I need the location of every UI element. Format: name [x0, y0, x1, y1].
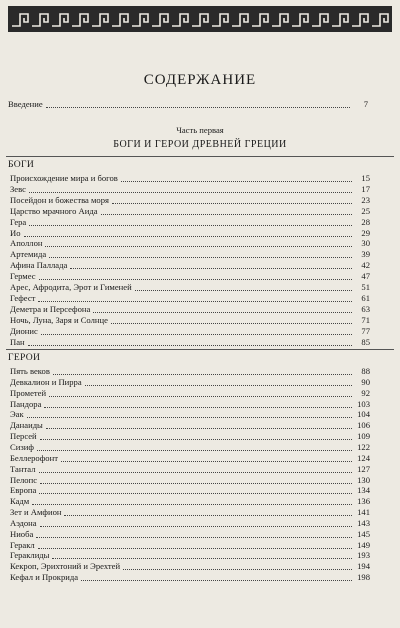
entry-label: Зевс: [10, 183, 26, 194]
toc-entry[interactable]: [10, 206, 370, 217]
toc-entry[interactable]: [10, 550, 370, 561]
entry-page: 122: [357, 441, 370, 452]
toc-entry[interactable]: [10, 561, 370, 572]
dot-leader: [135, 289, 352, 291]
entry-page: 61: [361, 292, 370, 303]
entry-page: 109: [357, 431, 370, 442]
section-heading-heroes: ГЕРОИ: [8, 352, 41, 363]
dot-leader: [44, 406, 352, 408]
dot-leader: [85, 384, 352, 386]
toc-entry[interactable]: [10, 377, 370, 388]
entry-label: Царство мрачного Аида: [10, 205, 98, 216]
dot-leader: [39, 471, 353, 473]
entry-label: Эак: [10, 409, 24, 420]
dot-leader: [61, 460, 352, 462]
dot-leader: [40, 482, 352, 484]
entry-page: 103: [357, 398, 370, 409]
toc-entry[interactable]: [10, 572, 370, 583]
entry-page: 63: [361, 303, 370, 314]
toc-entry[interactable]: [10, 260, 370, 271]
entry-label: Тантал: [10, 463, 36, 474]
entry-label: Девкалион и Пирра: [10, 376, 82, 387]
dot-leader: [29, 224, 352, 226]
toc-entry[interactable]: [10, 464, 370, 475]
toc-entry[interactable]: [10, 540, 370, 551]
dot-leader: [81, 579, 352, 581]
toc-entry[interactable]: [10, 326, 370, 337]
entry-label: Гера: [10, 216, 27, 227]
dot-leader: [40, 438, 352, 440]
entry-label: Ио: [10, 227, 21, 238]
toc-entry[interactable]: [10, 293, 370, 304]
dot-leader: [38, 300, 352, 302]
toc-entry[interactable]: [10, 453, 370, 464]
entry-label: Кекроп, Эрихтоний и Эрехтей: [10, 561, 121, 572]
part-label: Часть первая: [176, 125, 224, 135]
dot-leader: [32, 503, 352, 505]
entry-page: 130: [357, 474, 370, 485]
entry-label: Беллерофонт: [10, 452, 58, 463]
toc-entry[interactable]: [10, 431, 370, 442]
entry-label: Гефест: [10, 292, 36, 303]
entry-label: Кефал и Прокрида: [10, 572, 79, 583]
dot-leader: [46, 427, 352, 429]
toc-entry[interactable]: [10, 518, 370, 529]
entry-label: Введение: [8, 99, 43, 109]
entry-page: 124: [357, 452, 370, 463]
dot-leader: [112, 202, 352, 204]
dot-leader: [53, 373, 352, 375]
toc-entry[interactable]: [10, 173, 370, 184]
toc-entry[interactable]: [10, 442, 370, 453]
dot-leader: [49, 395, 352, 397]
entry-page: 136: [357, 496, 370, 507]
entry-label: Кадм: [10, 496, 30, 507]
entry-page: 104: [357, 409, 370, 420]
entry-label: Аполлон: [10, 238, 43, 249]
dot-leader: [39, 492, 352, 494]
toc-entry[interactable]: [10, 366, 370, 377]
entry-label: Происхождение мира и богов: [10, 173, 118, 183]
entry-page: 198: [357, 572, 370, 583]
entry-page: 106: [357, 420, 370, 431]
entry-page: 85: [361, 336, 370, 347]
toc-entry[interactable]: [10, 496, 370, 507]
entry-label: Пелопс: [10, 474, 38, 485]
entry-label: Гермес: [10, 271, 36, 282]
dot-leader: [101, 213, 352, 215]
entry-page: 29: [361, 227, 370, 238]
entry-page: 25: [361, 205, 370, 216]
toc-entry[interactable]: [10, 304, 370, 315]
dot-leader: [121, 180, 352, 182]
entry-page: 17: [361, 183, 370, 194]
entry-page: 42: [361, 260, 370, 271]
dot-leader: [24, 235, 352, 237]
toc-entry[interactable]: [10, 337, 370, 348]
section-divider: [6, 156, 394, 157]
dot-leader: [123, 568, 352, 570]
entry-label: Посейдон и божества моря: [10, 194, 109, 205]
entry-label: Персей: [10, 431, 37, 442]
entry-label: Аэдона: [10, 517, 37, 528]
toc-entry[interactable]: [10, 485, 370, 496]
entry-page: 194: [357, 561, 370, 572]
dot-leader: [38, 547, 352, 549]
entry-page: 90: [361, 376, 370, 387]
entry-label: Сизиф: [10, 441, 34, 452]
dot-leader: [39, 278, 352, 280]
toc-entry[interactable]: [10, 409, 370, 420]
entry-label: Геракл: [10, 539, 35, 550]
dot-leader: [64, 514, 352, 516]
toc-entry[interactable]: [10, 420, 370, 431]
dot-leader: [29, 191, 352, 193]
dot-leader: [36, 536, 352, 538]
entry-page: 145: [357, 528, 370, 539]
dot-leader: [27, 416, 352, 418]
toc-entry[interactable]: [10, 217, 370, 228]
entry-page: 28: [361, 216, 370, 227]
dot-leader: [45, 245, 352, 247]
greek-key-ornament: [8, 6, 392, 32]
toc-entry[interactable]: [10, 475, 370, 486]
entry-page: 141: [357, 507, 370, 518]
dot-leader: [41, 333, 352, 335]
entry-label: Дионис: [10, 325, 38, 336]
toc-entry[interactable]: [10, 315, 370, 326]
entry-page: 51: [361, 282, 370, 292]
part-title: БОГИ И ГЕРОИ ДРЕВНЕЙ ГРЕЦИИ: [113, 139, 287, 150]
entry-page: 88: [361, 366, 370, 376]
entry-page: 149: [357, 539, 370, 550]
entry-label: Пять веков: [10, 366, 50, 376]
entry-page: 71: [361, 314, 370, 325]
entry-label: Европа: [10, 485, 37, 496]
dot-leader: [46, 106, 350, 108]
dot-leader: [111, 322, 352, 324]
dot-leader: [28, 344, 352, 346]
entry-label: Зет и Амфион: [10, 507, 62, 518]
toc-entry[interactable]: [10, 228, 370, 239]
entry-page: 92: [361, 387, 370, 398]
section-divider: [6, 349, 394, 350]
entry-page: 7: [363, 99, 368, 109]
toc-entry[interactable]: [10, 388, 370, 399]
section-heading-gods: БОГИ: [8, 159, 35, 170]
entry-page: 143: [357, 517, 370, 528]
toc-entry[interactable]: [10, 271, 370, 282]
entry-label: Арес, Афродита, Эрот и Гименей: [10, 282, 132, 292]
dot-leader: [49, 256, 352, 258]
entry-page: 30: [361, 238, 370, 249]
toc-entry[interactable]: [10, 195, 370, 206]
entry-page: 23: [361, 194, 370, 205]
entry-label: Прометей: [10, 387, 47, 398]
entry-label: Ночь, Луна, Заря и Солнце: [10, 314, 108, 325]
entry-label: Деметра и Персефона: [10, 303, 91, 314]
entry-label: Пандора: [10, 398, 42, 409]
entry-label: Пан: [10, 336, 25, 347]
toc-entry-intro[interactable]: [8, 99, 368, 110]
toc-entry[interactable]: [10, 249, 370, 260]
entry-label: Гераклиды: [10, 550, 50, 561]
entry-page: 127: [357, 463, 370, 474]
toc-entry[interactable]: [10, 507, 370, 518]
dot-leader: [52, 557, 352, 559]
toc-entry[interactable]: [10, 238, 370, 249]
entry-label: Данаиды: [10, 420, 43, 431]
entry-page: 134: [357, 485, 370, 496]
page-title: СОДЕРЖАНИЕ: [143, 72, 257, 88]
dot-leader: [93, 311, 352, 313]
dot-leader: [40, 525, 352, 527]
entry-label: Артемида: [10, 249, 47, 260]
toc-entry[interactable]: [10, 529, 370, 540]
toc-entry[interactable]: [10, 282, 370, 293]
entry-label: Афина Паллада: [10, 260, 68, 271]
entry-page: 15: [361, 173, 370, 183]
toc-entry[interactable]: [10, 399, 370, 410]
entry-page: 77: [361, 325, 370, 336]
entry-label: Ниоба: [10, 528, 34, 539]
entry-page: 193: [357, 550, 370, 561]
toc-entry[interactable]: [10, 184, 370, 195]
dot-leader: [37, 449, 352, 451]
dot-leader: [70, 267, 352, 269]
entry-page: 39: [361, 249, 370, 260]
entry-page: 47: [361, 271, 370, 282]
